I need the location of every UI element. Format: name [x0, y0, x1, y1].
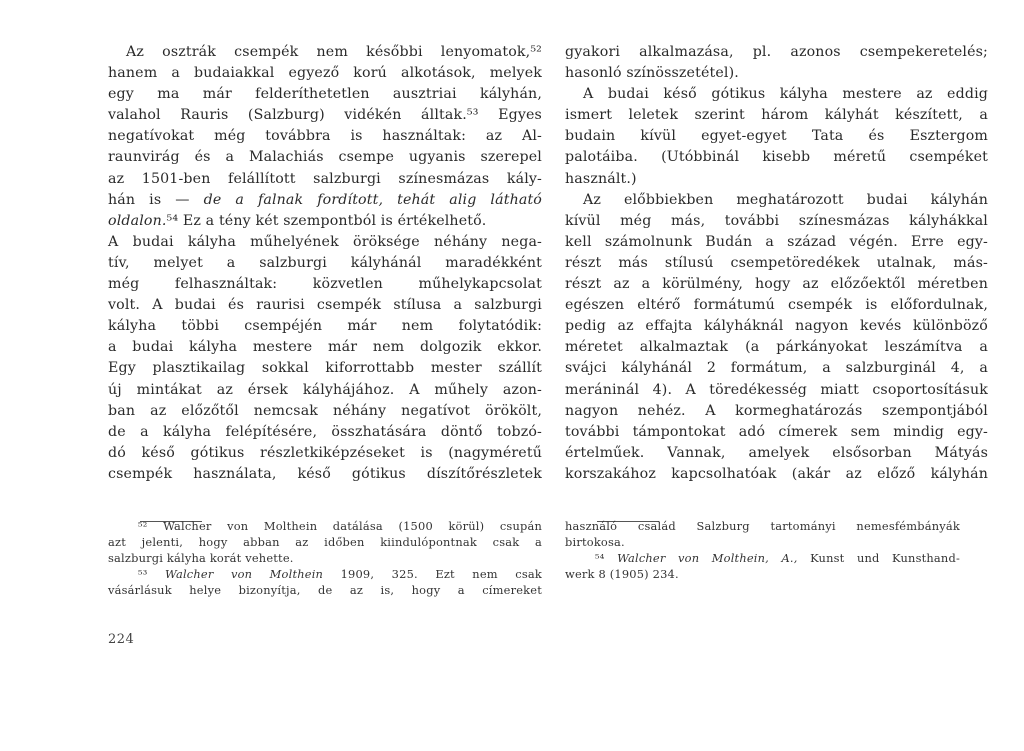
text-line	[108, 295, 542, 316]
line-text: kívül még más, további színesmázas kályhákkal	[565, 212, 988, 229]
text-line	[565, 295, 988, 316]
line-text: a budai kályha mestere már nem dolgozik ekkor.	[108, 339, 542, 356]
line-text: méretet alkalmaztak (a párkányokat leszámítva a	[565, 339, 988, 356]
italic-text: Walcher von Molthein	[165, 566, 324, 581]
text-line	[565, 190, 988, 211]
line-text: még felhasználtak: közvetlen műhelykapcsolat	[108, 276, 542, 293]
text-line	[108, 169, 542, 190]
right-text-column	[565, 42, 988, 485]
text-line	[565, 443, 988, 464]
line-text: svájci kályhánál 2 formátum, a salzburginál 4, a	[565, 360, 988, 377]
line-text: pedig az effajta kályháknál nagyon kevés különböző	[565, 318, 988, 335]
text-line	[108, 337, 542, 358]
text-line	[565, 337, 988, 358]
line-text: palotáiba. (Utóbbinál kisebb méretű csempéket	[565, 149, 988, 166]
line-text: hanem a budaiakkal egyező korú alkotások, melyek	[108, 65, 542, 82]
line-text: részt más stílusú csempetöredékek utalnak, más-	[565, 254, 988, 271]
line-text: az 1501-ben felállított salzburgi színesmázas kály-	[108, 170, 542, 187]
text-line	[108, 274, 542, 295]
text-line	[565, 380, 988, 401]
line-text: részt az a körülmény, hogy az előzőektől méretben	[565, 276, 988, 293]
line-text: valahol Rauris (Salzburg) vidékén álltak.⁵³ Egyes	[108, 107, 542, 124]
text-line	[108, 464, 542, 485]
line-text: volt. A budai és raurisi csempék stílusa a salzburgi	[108, 297, 542, 314]
text-line	[565, 232, 988, 253]
text-line	[565, 274, 988, 295]
text-line	[565, 358, 988, 379]
text-line	[108, 126, 542, 147]
footnotes-left	[108, 519, 542, 599]
line-text: Az osztrák csempék nem későbbi lenyomatok,⁵²	[126, 44, 542, 60]
footnote-line	[565, 567, 960, 583]
text-line	[565, 105, 988, 126]
line-text: Az előbbiekben meghatározott budai kályhán	[583, 191, 988, 208]
footnote-line	[108, 567, 542, 583]
text-line	[565, 316, 988, 337]
line-text: csempék használata, késő gótikus díszítőrészletek	[108, 465, 542, 482]
line-text: ⁵³	[138, 566, 166, 581]
footnote-line	[108, 519, 542, 535]
text-line	[108, 211, 542, 232]
line-text: hán is —	[108, 191, 204, 208]
line-text: negatívokat még továbbra is használtak: az Al-	[108, 128, 542, 145]
text-line	[108, 401, 542, 422]
footnote-line	[108, 551, 542, 567]
line-text: Kunst und Kunsthand-	[797, 550, 960, 565]
text-line	[108, 232, 542, 253]
line-text: kell számolnunk Budán a század végén. Erre egy-	[565, 233, 988, 250]
footnote-line	[565, 551, 960, 567]
line-text: kályha többi csempéjén már nem folytatódik:	[108, 318, 542, 335]
text-line	[565, 147, 988, 168]
text-line	[108, 147, 542, 168]
text-line	[108, 422, 542, 443]
line-text: A budai kályha műhelyének öröksége néhány nega-	[108, 233, 542, 250]
line-text: de a kályha felépítésére, összhatására döntő tobzó-	[108, 423, 542, 440]
line-text: nagyon nehéz. A kormeghatározás szempontjából	[565, 402, 988, 419]
text-line	[108, 316, 542, 337]
line-text: használó család Salzburg tartományi nemesfémbányák	[565, 519, 960, 533]
line-text: meráninál 4). A töredékesség miatt csoportosításuk	[565, 381, 988, 398]
line-text: raunvirág és a Malachiás csempe ugyanis szerepel	[108, 149, 542, 166]
text-line	[565, 253, 988, 274]
italic-text: de a falnak fordított, tehát alig látható	[203, 191, 543, 208]
text-line	[565, 422, 988, 443]
line-text: werk 8 (1905) 234.	[565, 566, 679, 581]
line-text: ban az előzőtől nemcsak néhány negatívot örökölt,	[108, 402, 542, 419]
line-text: hasonló színösszetétel).	[565, 65, 739, 82]
text-line	[108, 84, 542, 105]
footnote-line	[565, 519, 960, 535]
line-text: azt jelenti, hogy abban az időben kiindulópontnak csak a	[108, 534, 542, 549]
text-line	[565, 42, 988, 63]
line-text: ⁵² Walcher von Molthein datálása (1500 körül) csupán	[138, 519, 542, 533]
line-text: A budai késő gótikus kályha mestere az eddig	[583, 86, 988, 103]
line-text: ⁵⁴	[595, 550, 618, 565]
line-text: értelműek. Vannak, amelyek elsősorban Mátyás	[565, 444, 988, 461]
text-line	[108, 380, 542, 401]
italic-text: Walcher von Molthein, A.,	[617, 550, 798, 565]
footnote-line	[108, 535, 542, 551]
footnotes-right	[565, 519, 960, 583]
italic-text: oldalon.	[108, 212, 167, 229]
text-line	[108, 63, 542, 84]
text-line	[565, 84, 988, 105]
line-text: további támpontokat adó címerek sem mindig egy-	[565, 423, 988, 440]
text-line	[108, 443, 542, 464]
line-text: új mintákat az érsek kályhájához. A műhely azon-	[108, 381, 542, 398]
line-text: 1909, 325. Ezt nem csak	[323, 566, 542, 581]
text-line	[565, 169, 988, 190]
line-text: dó késő gótikus részletkiképzéseket is (nagyméretű	[108, 444, 542, 461]
line-text: salzburgi kályha korát vehette.	[108, 550, 294, 565]
line-text: egészen eltérő formátumú csempék is előfordulnak,	[565, 297, 988, 314]
text-line	[108, 358, 542, 379]
text-line	[565, 126, 988, 147]
left-text-column	[108, 42, 542, 485]
line-text: birtokosa.	[565, 534, 625, 549]
footnote-line	[565, 535, 960, 551]
line-text: ismert leletek szerint három kályhát készített, a	[565, 107, 988, 124]
line-text: használt.)	[565, 170, 637, 187]
footnote-line	[108, 583, 542, 599]
text-line	[108, 190, 542, 211]
text-line	[565, 401, 988, 422]
line-text: gyakori alkalmazása, pl. azonos csempekeretelés;	[565, 44, 988, 60]
line-text: egy ma már felderíthetetlen ausztriai kályhán,	[108, 86, 542, 103]
text-line	[108, 253, 542, 274]
line-text: budain kívül egyet-egyet Tata és Esztergom	[565, 128, 988, 145]
line-text: Egy plasztikailag sokkal kiforrottabb mester szállít	[108, 360, 542, 377]
text-line	[108, 105, 542, 126]
line-text: ⁵⁴ Ez a tény két szempontból is értékelhető.	[166, 212, 487, 229]
text-line	[565, 211, 988, 232]
text-line	[565, 464, 988, 485]
page-number: 224	[108, 632, 135, 647]
line-text: vásárlásuk helye bizonyítja, de az is, hogy a címereket	[108, 582, 542, 597]
text-line	[108, 42, 542, 63]
text-line	[565, 63, 988, 84]
line-text: tív, melyet a salzburgi kályhánál maradékként	[108, 254, 542, 271]
line-text: korszakához kapcsolhatóak (akár az előző kályhán	[565, 465, 988, 482]
